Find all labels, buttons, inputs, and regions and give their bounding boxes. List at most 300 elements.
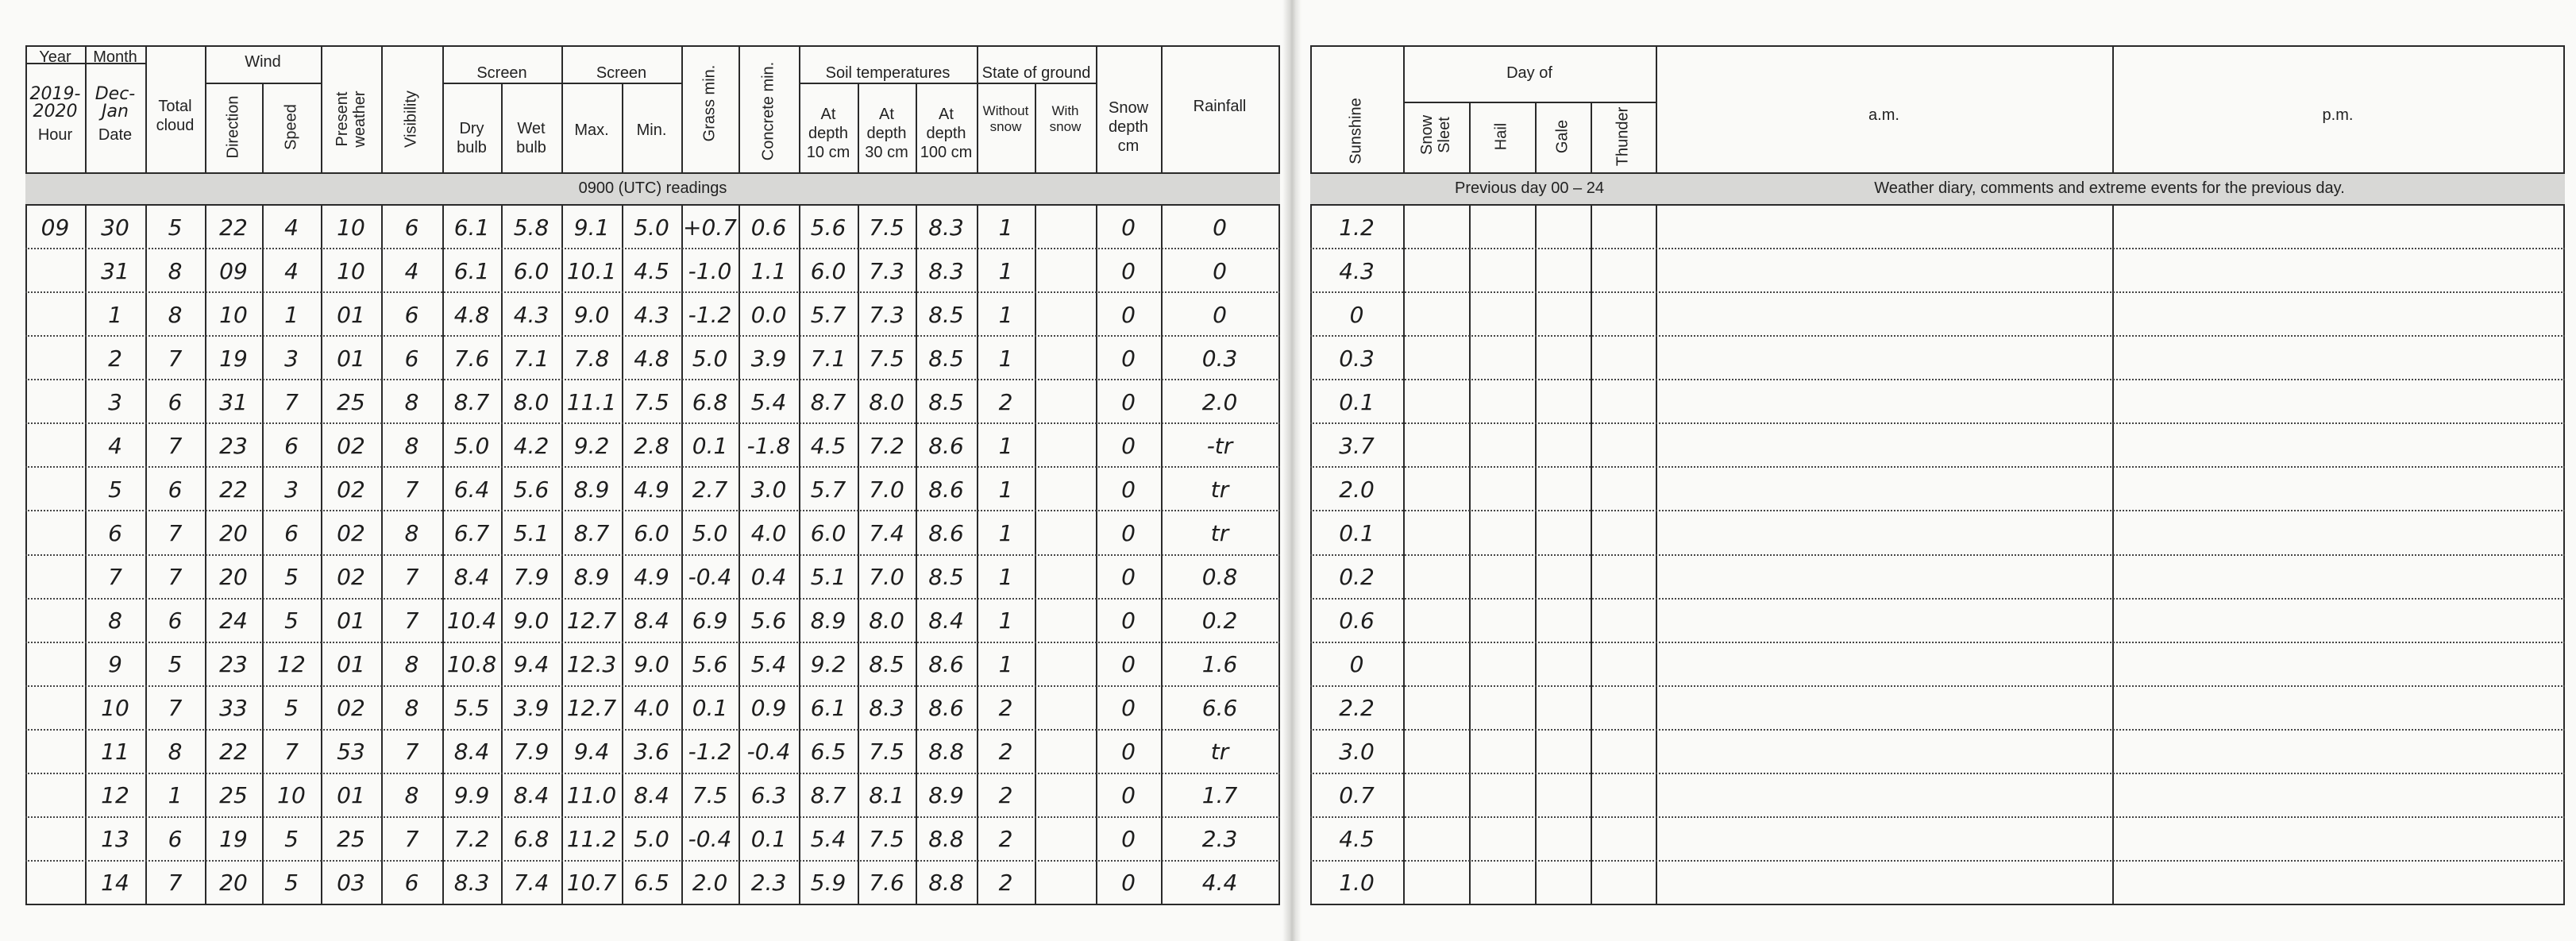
cell-ws: 1 xyxy=(998,345,1013,372)
sunshine-cell: 0.6 xyxy=(1339,607,1375,634)
left-row-rule xyxy=(25,598,1280,600)
cell-dry: 9.9 xyxy=(453,782,490,809)
cell-d10: 6.0 xyxy=(810,257,846,284)
direction-header: Direction xyxy=(224,95,242,159)
cell-min: 4.9 xyxy=(634,476,669,503)
cell-cloud: 6 xyxy=(168,607,183,634)
cell-cloud: 7 xyxy=(168,564,183,591)
cell-grass: 7.5 xyxy=(692,782,728,809)
cell-date: 11 xyxy=(101,739,129,766)
cell-pw: 01 xyxy=(337,607,365,634)
cell-ws: 2 xyxy=(998,388,1013,415)
cell-dir: 19 xyxy=(219,345,248,372)
cell-pw: 02 xyxy=(337,432,365,459)
cell-vis: 7 xyxy=(404,739,419,766)
cell-grass: 2.7 xyxy=(692,476,728,503)
cell-pw: 10 xyxy=(337,214,365,241)
right-row-rule xyxy=(1310,248,2565,249)
cell-speed: 5 xyxy=(284,564,299,591)
cell-dir: 22 xyxy=(219,476,248,503)
cell-depth: 0 xyxy=(1121,651,1136,678)
left-bottom-rule xyxy=(25,904,1280,905)
cell-conc: 0.1 xyxy=(750,826,787,853)
cell-cloud: 8 xyxy=(168,301,183,328)
cell-max: 10.7 xyxy=(566,870,617,897)
cell-wet: 5.1 xyxy=(513,519,550,546)
sunshine-cell: 0.1 xyxy=(1339,388,1375,415)
right-column-rule xyxy=(1535,102,1537,904)
cell-vis: 6 xyxy=(404,301,419,328)
cell-ws: 1 xyxy=(998,564,1013,591)
cell-d100: 8.5 xyxy=(928,388,964,415)
cell-min: 5.0 xyxy=(634,214,669,241)
cell-grass: 5.6 xyxy=(692,651,728,678)
min-header: Min. xyxy=(636,121,667,139)
cell-conc: 0.4 xyxy=(750,564,787,591)
cell-pw: 02 xyxy=(337,695,365,722)
cell-date: 2 xyxy=(108,345,122,372)
cell-cloud: 5 xyxy=(168,651,183,678)
cell-ws: 1 xyxy=(998,651,1013,678)
sunshine-cell: 1.2 xyxy=(1339,214,1375,241)
cell-max: 12.3 xyxy=(566,651,617,678)
cell-speed: 5 xyxy=(284,870,299,897)
cell-max: 9.2 xyxy=(573,432,610,459)
rainfall-header: Rainfall xyxy=(1193,98,1247,115)
depth-100-header: At depth 100 cm xyxy=(920,106,973,161)
cell-d30: 7.2 xyxy=(869,432,904,459)
cell-vis: 7 xyxy=(404,826,419,853)
cell-wet: 7.1 xyxy=(513,345,550,372)
book-gutter xyxy=(1282,0,1301,941)
cell-min: 2.8 xyxy=(634,432,669,459)
cell-d30: 7.4 xyxy=(869,519,904,546)
cell-min: 8.4 xyxy=(634,607,669,634)
cell-wet: 6.8 xyxy=(513,826,550,853)
sunshine-cell: 0 xyxy=(1349,301,1364,328)
cell-vis: 7 xyxy=(404,607,419,634)
depth-30-header: At depth 30 cm xyxy=(865,106,908,161)
cell-cloud: 8 xyxy=(168,739,183,766)
cell-speed: 5 xyxy=(284,607,299,634)
speed-header: Speed xyxy=(282,104,300,150)
cell-speed: 4 xyxy=(284,214,299,241)
cell-depth: 0 xyxy=(1121,519,1136,546)
cell-d100: 8.3 xyxy=(928,214,964,241)
cell-grass: 0.1 xyxy=(692,695,728,722)
hour-header: Hour xyxy=(37,126,73,144)
cell-max: 8.7 xyxy=(573,519,610,546)
left-row-rule xyxy=(25,291,1280,293)
left-row-rule xyxy=(25,466,1280,468)
day-of-header: Day of xyxy=(1506,64,1552,82)
cell-pw: 25 xyxy=(337,388,365,415)
cell-rain: 2.3 xyxy=(1201,826,1238,853)
right-row-rule xyxy=(1310,729,2565,731)
cell-vis: 8 xyxy=(404,695,419,722)
cell-d10: 6.1 xyxy=(810,695,846,722)
cell-max: 7.8 xyxy=(573,345,610,372)
cell-pw: 02 xyxy=(337,476,365,503)
cell-speed: 1 xyxy=(284,301,299,328)
cell-vis: 8 xyxy=(404,651,419,678)
left-group-rule xyxy=(977,83,1096,84)
cell-hour: 09 xyxy=(40,214,70,241)
right-row-rule xyxy=(1310,860,2565,862)
cell-depth: 0 xyxy=(1121,388,1136,415)
cell-vis: 6 xyxy=(404,870,419,897)
cell-dry: 8.4 xyxy=(453,564,490,591)
sunshine-cell: 0.7 xyxy=(1339,782,1375,809)
cell-d30: 7.5 xyxy=(869,826,904,853)
cell-ws: 1 xyxy=(998,519,1013,546)
cell-d10: 5.7 xyxy=(810,301,846,328)
cell-rain: tr xyxy=(1210,519,1229,546)
cell-speed: 7 xyxy=(284,739,299,766)
cell-pw: 03 xyxy=(337,870,365,897)
cell-grass: 5.0 xyxy=(692,345,728,372)
cell-depth: 0 xyxy=(1121,870,1136,897)
cell-speed: 3 xyxy=(284,345,299,372)
cell-d30: 8.5 xyxy=(869,651,904,678)
cell-d100: 8.5 xyxy=(928,345,964,372)
cell-dir: 22 xyxy=(219,739,248,766)
sunshine-cell: 0.1 xyxy=(1339,519,1375,546)
cell-cloud: 6 xyxy=(168,388,183,415)
cell-wet: 4.2 xyxy=(513,432,550,459)
cell-min: 4.3 xyxy=(634,301,669,328)
right-row-rule xyxy=(1310,422,2565,424)
cell-vis: 4 xyxy=(404,257,419,284)
wind-header: Wind xyxy=(245,53,281,71)
cell-rain: 0 xyxy=(1213,257,1227,284)
right-row-rule xyxy=(1310,335,2565,337)
cell-d100: 8.9 xyxy=(928,782,964,809)
cell-cloud: 6 xyxy=(168,826,183,853)
cell-date: 14 xyxy=(101,870,129,897)
cell-depth: 0 xyxy=(1121,345,1136,372)
cell-speed: 12 xyxy=(277,651,306,678)
cell-dry: 6.1 xyxy=(453,257,490,284)
cell-dry: 5.5 xyxy=(453,695,490,722)
sunshine-cell: 3.0 xyxy=(1339,739,1375,766)
cell-date: 10 xyxy=(101,695,129,722)
visibility-header: Visibility xyxy=(402,91,420,148)
cell-pw: 02 xyxy=(337,519,365,546)
cell-wet: 5.8 xyxy=(513,214,550,241)
cell-rain: 6.6 xyxy=(1201,695,1238,722)
cell-max: 11.0 xyxy=(566,782,617,809)
right-diary-band-label: Weather diary, comments and extreme events for the previous day. xyxy=(1874,179,2345,197)
cell-min: 4.0 xyxy=(634,695,669,722)
cell-cloud: 7 xyxy=(168,432,183,459)
cell-wet: 8.4 xyxy=(513,782,550,809)
cell-dir: 24 xyxy=(219,607,248,634)
cell-d100: 8.6 xyxy=(928,519,964,546)
cell-depth: 0 xyxy=(1121,301,1136,328)
cell-d30: 7.5 xyxy=(869,739,904,766)
cell-d100: 8.8 xyxy=(928,870,964,897)
cell-conc: 4.0 xyxy=(750,519,787,546)
cell-dir: 33 xyxy=(219,695,248,722)
cell-d10: 5.1 xyxy=(810,564,846,591)
month-value: Dec- Jan xyxy=(94,84,136,121)
cell-wet: 9.4 xyxy=(513,651,550,678)
cell-conc: 5.4 xyxy=(750,388,787,415)
cell-rain: -tr xyxy=(1206,432,1233,459)
snow-sleet-header: Snow Sleet xyxy=(1418,114,1453,156)
cell-max: 9.4 xyxy=(573,739,610,766)
left-group-rule xyxy=(442,83,561,84)
cell-d10: 6.5 xyxy=(810,739,846,766)
cell-cloud: 7 xyxy=(168,695,183,722)
left-row-rule xyxy=(25,773,1280,774)
cell-d30: 8.1 xyxy=(869,782,904,809)
left-row-rule xyxy=(25,335,1280,337)
cell-conc: 0.9 xyxy=(750,695,787,722)
cell-max: 9.0 xyxy=(573,301,610,328)
year-value: 2019- 2020 xyxy=(29,84,81,121)
right-row-rule xyxy=(1310,685,2565,687)
cell-vis: 7 xyxy=(404,564,419,591)
cell-d10: 5.9 xyxy=(810,870,846,897)
cell-grass: 0.1 xyxy=(692,432,728,459)
cell-d10: 8.7 xyxy=(810,388,846,415)
cell-d100: 8.5 xyxy=(928,301,964,328)
cell-max: 10.1 xyxy=(566,257,617,284)
cell-rain: 0.2 xyxy=(1201,607,1238,634)
cell-dir: 20 xyxy=(219,870,248,897)
cell-grass: 6.9 xyxy=(692,607,728,634)
cell-d10: 5.7 xyxy=(810,476,846,503)
left-top-rule xyxy=(25,45,1280,47)
cell-rain: 0.3 xyxy=(1201,345,1238,372)
cell-rain: 4.4 xyxy=(1201,870,1238,897)
sunshine-header: Sunshine xyxy=(1347,98,1365,164)
soil-temperatures-header: Soil temperatures xyxy=(825,64,951,82)
left-row-rule xyxy=(25,248,1280,249)
right-row-rule xyxy=(1310,291,2565,293)
cell-d30: 7.5 xyxy=(869,345,904,372)
cell-d100: 8.4 xyxy=(928,607,964,634)
cell-min: 3.6 xyxy=(634,739,669,766)
year-header: Year xyxy=(39,48,71,66)
cell-d30: 8.0 xyxy=(869,388,904,415)
cell-dir: 19 xyxy=(219,826,248,853)
cell-pw: 02 xyxy=(337,564,365,591)
cell-dry: 6.1 xyxy=(453,214,490,241)
cell-dir: 22 xyxy=(219,214,248,241)
cell-min: 9.0 xyxy=(634,651,669,678)
cell-date: 13 xyxy=(101,826,129,853)
gale-header: Gale xyxy=(1553,119,1571,154)
total-cloud-header: Total cloud xyxy=(156,98,195,134)
cell-dir: 09 xyxy=(219,257,248,284)
right-row-rule xyxy=(1310,554,2565,556)
sunshine-cell: 2.2 xyxy=(1339,695,1375,722)
present-weather-header: Present weather xyxy=(334,91,368,148)
cell-conc: -1.8 xyxy=(746,432,791,459)
right-row-rule xyxy=(1310,773,2565,774)
cell-speed: 6 xyxy=(284,432,299,459)
cell-speed: 5 xyxy=(284,695,299,722)
cell-ws: 1 xyxy=(998,607,1013,634)
cell-d100: 8.3 xyxy=(928,257,964,284)
left-row-rule xyxy=(25,379,1280,380)
cell-ws: 1 xyxy=(998,432,1013,459)
cell-pw: 01 xyxy=(337,345,365,372)
cell-d30: 7.0 xyxy=(869,476,904,503)
cell-max: 9.1 xyxy=(573,214,610,241)
cell-pw: 01 xyxy=(337,301,365,328)
cell-grass: -1.0 xyxy=(688,257,732,284)
cell-d30: 7.6 xyxy=(869,870,904,897)
cell-ws: 1 xyxy=(998,301,1013,328)
right-column-rule xyxy=(1591,102,1592,904)
cell-depth: 0 xyxy=(1121,826,1136,853)
cell-d100: 8.6 xyxy=(928,651,964,678)
cell-ws: 1 xyxy=(998,214,1013,241)
cell-rain: 2.0 xyxy=(1201,388,1238,415)
cell-ws: 1 xyxy=(998,257,1013,284)
cell-conc: -0.4 xyxy=(746,739,791,766)
cell-max: 11.2 xyxy=(566,826,617,853)
cell-wet: 7.9 xyxy=(513,564,550,591)
cell-rain: 0.8 xyxy=(1201,564,1238,591)
cell-ws: 1 xyxy=(998,476,1013,503)
cell-date: 8 xyxy=(108,607,122,634)
cell-pw: 01 xyxy=(337,782,365,809)
left-column-rule xyxy=(1035,83,1036,904)
sunshine-cell: 2.0 xyxy=(1339,476,1375,503)
cell-max: 8.9 xyxy=(573,476,610,503)
cell-grass: 5.0 xyxy=(692,519,728,546)
left-row-rule xyxy=(25,642,1280,643)
cell-vis: 6 xyxy=(404,214,419,241)
cell-d10: 6.0 xyxy=(810,519,846,546)
am-header: a.m. xyxy=(1868,106,1899,124)
cell-rain: 1.6 xyxy=(1201,651,1238,678)
cell-grass: -0.4 xyxy=(688,564,732,591)
cell-depth: 0 xyxy=(1121,695,1136,722)
cell-wet: 4.3 xyxy=(513,301,550,328)
sunshine-cell: 4.3 xyxy=(1339,257,1375,284)
cell-conc: 5.6 xyxy=(750,607,787,634)
max-header: Max. xyxy=(574,121,609,139)
left-row-rule xyxy=(25,729,1280,731)
cell-dry: 6.7 xyxy=(453,519,490,546)
cell-d100: 8.8 xyxy=(928,826,964,853)
cell-d100: 8.6 xyxy=(928,476,964,503)
snow-depth-header: Snow depth cm xyxy=(1108,99,1149,155)
left-group-rule xyxy=(205,83,321,84)
right-bottom-rule xyxy=(1310,904,2565,905)
concrete-min-header: Concrete min. xyxy=(759,61,777,161)
cell-date: 4 xyxy=(108,432,122,459)
cell-d30: 8.0 xyxy=(869,607,904,634)
cell-conc: 6.3 xyxy=(750,782,787,809)
cell-d30: 7.5 xyxy=(869,214,904,241)
cell-dir: 23 xyxy=(219,432,248,459)
cell-ws: 2 xyxy=(998,782,1013,809)
thunder-header: Thunder xyxy=(1614,106,1632,167)
right-row-rule xyxy=(1310,510,2565,511)
cell-cloud: 7 xyxy=(168,345,183,372)
cell-cloud: 5 xyxy=(168,214,183,241)
cell-vis: 8 xyxy=(404,388,419,415)
cell-dry: 6.4 xyxy=(453,476,490,503)
cell-d100: 8.8 xyxy=(928,739,964,766)
sunshine-cell: 1.0 xyxy=(1339,870,1375,897)
cell-dir: 25 xyxy=(219,782,248,809)
cell-pw: 10 xyxy=(337,257,365,284)
cell-min: 4.8 xyxy=(634,345,669,372)
cell-speed: 5 xyxy=(284,826,299,853)
cell-min: 4.9 xyxy=(634,564,669,591)
cell-conc: 0.0 xyxy=(750,301,787,328)
right-row-rule xyxy=(1310,379,2565,380)
cell-ws: 2 xyxy=(998,826,1013,853)
cell-max: 12.7 xyxy=(566,607,617,634)
cell-grass: -0.4 xyxy=(688,826,732,853)
cell-wet: 8.0 xyxy=(513,388,550,415)
cell-conc: 3.0 xyxy=(750,476,787,503)
cell-conc: 3.9 xyxy=(750,345,787,372)
cell-depth: 0 xyxy=(1121,214,1136,241)
cell-date: 3 xyxy=(108,388,122,415)
left-row-rule xyxy=(25,860,1280,862)
right-row-rule xyxy=(1310,466,2565,468)
cell-depth: 0 xyxy=(1121,476,1136,503)
cell-vis: 8 xyxy=(404,432,419,459)
left-row-rule xyxy=(25,422,1280,424)
cell-vis: 8 xyxy=(404,519,419,546)
cell-dry: 4.8 xyxy=(453,301,490,328)
cell-rain: 0 xyxy=(1213,214,1227,241)
cell-ws: 2 xyxy=(998,739,1013,766)
cell-pw: 53 xyxy=(337,739,365,766)
cell-dry: 5.0 xyxy=(453,432,490,459)
left-row-rule xyxy=(25,554,1280,556)
cell-date: 6 xyxy=(108,519,122,546)
cell-date: 12 xyxy=(101,782,129,809)
cell-pw: 25 xyxy=(337,826,365,853)
cell-rain: 0 xyxy=(1213,301,1227,328)
cell-max: 12.7 xyxy=(566,695,617,722)
cell-conc: 2.3 xyxy=(750,870,787,897)
cell-speed: 10 xyxy=(277,782,306,809)
cell-date: 30 xyxy=(101,214,129,241)
cell-min: 8.4 xyxy=(634,782,669,809)
cell-d10: 5.4 xyxy=(810,826,846,853)
cell-date: 9 xyxy=(108,651,122,678)
left-row-rule xyxy=(25,685,1280,687)
cell-dry: 8.3 xyxy=(453,870,490,897)
cell-rain: tr xyxy=(1210,739,1229,766)
cell-date: 1 xyxy=(108,301,122,328)
cell-cloud: 6 xyxy=(168,476,183,503)
with-snow-header: With snow xyxy=(1049,103,1082,134)
cell-depth: 0 xyxy=(1121,607,1136,634)
right-page xyxy=(1296,0,2576,941)
cell-d10: 8.7 xyxy=(810,782,846,809)
cell-min: 5.0 xyxy=(634,826,669,853)
cell-min: 6.0 xyxy=(634,519,669,546)
screen-header-1: Screen xyxy=(476,64,527,82)
cell-dir: 20 xyxy=(219,519,248,546)
without-snow-header: Without snow xyxy=(982,103,1029,134)
dry-bulb-header: Dry bulb xyxy=(457,120,487,156)
